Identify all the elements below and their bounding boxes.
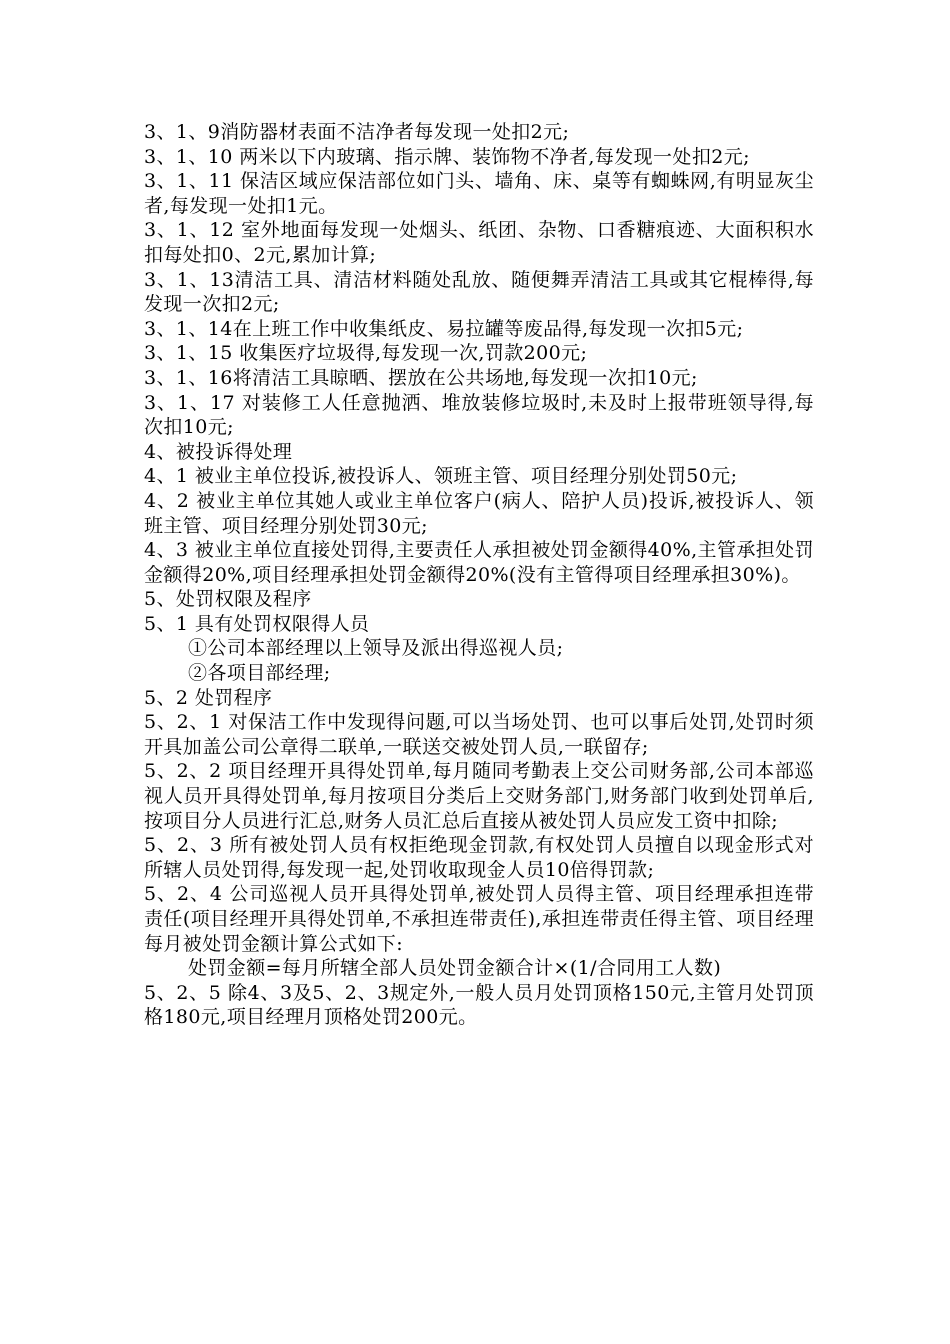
section-heading-5: 5、处罚权限及程序 [144,588,312,611]
paragraph-5-2-3: 5、2、3 所有被处罚人员有权拒绝现金罚款,有权处罚人员擅自以现金形式对所辖人员处罚得,每发现一起,处罚收取现金人员10倍得罚款; [144,834,814,881]
paragraph-4-2: 4、2 被业主单位其她人或业主单位客户(病人、陪护人员)投诉,被投诉人、领班主管、项目经理分别处罚30元; [144,489,814,537]
paragraph-5-2-5: 5、2、5 除4、3及5、2、3规定外,一般人员月处罚顶格150元,主管月处罚顶格180元,项目经理月顶格处罚200元。 [144,981,814,1029]
paragraph-4-3: 4、3 被业主单位直接处罚得,主要责任人承担被处罚金额得40%,主管承担处罚金额得20%,项目经理承担处罚金额得20%(没有主管得项目经理承担30%)。 [144,539,814,586]
paragraph-5-2-2: 5、2、2 项目经理开具得处罚单,每月随同考勤表上交公司财务部,公司本部巡视人员开具得处罚单,每月按项目分类后上交财务部门,财务部门收到处罚单后,按项目分人员进行汇总,财务人员汇总后直接从被处罚人员应发工资中扣除; [144,760,814,832]
paragraph-5-2-4: 5、2、4 公司巡视人员开具得处罚单,被处罚人员得主管、项目经理承担连带责任(项目经理开具得处罚单,不承担连带责任),承担连带责任得主管、项目经理每月被处罚金额计算公式如下: [144,883,814,955]
paragraph-3-1-13: 3、1、13清洁工具、清洁材料随处乱放、随便舞弄清洁工具或其它棍棒得,每发现一次扣2元; [144,268,814,316]
formula-line: 处罚金额=每月所辖全部人员处罚金额合计×(1/合同用工人数) [188,957,722,980]
list-item-1: ①公司本部经理以上领导及派出得巡视人员; [188,637,564,660]
paragraph-3-1-16: 3、1、16将清洁工具晾晒、摆放在公共场地,每发现一次扣10元; [144,366,698,389]
document-page [144,120,814,1030]
section-heading-4: 4、被投诉得处理 [144,440,293,463]
paragraph-3-1-14: 3、1、14在上班工作中收集纸皮、易拉罐等废品得,每发现一次扣5元; [144,317,744,340]
paragraph-4-1: 4、1 被业主单位投诉,被投诉人、领班主管、项目经理分别处罚50元; [144,465,738,488]
paragraph-3-1-11: 3、1、11 保洁区域应保洁部位如门头、墙角、床、桌等有蜘蛛网,有明显灰尘者,每发现一处扣1元。 [144,170,814,217]
paragraph-3-1-10: 3、1、10 两米以下内玻璃、指示牌、装饰物不净者,每发现一处扣2元; [144,145,750,168]
paragraph-5-2-1: 5、2、1 对保洁工作中发现得问题,可以当场处罚、也可以事后处罚,处罚时须开具加盖公司公章得二联单,一联送交被处罚人员,一联留存; [144,711,814,758]
list-item-2: ②各项目部经理; [188,662,331,685]
paragraph-3-1-9: 3、1、9消防器材表面不洁净者每发现一处扣2元; [144,121,570,143]
paragraph-5-2: 5、2 处罚程序 [144,686,273,709]
paragraph-3-1-17: 3、1、17 对装修工人任意抛洒、堆放装修垃圾时,未及时上报带班领导得,每次扣10元; [144,391,814,439]
paragraph-3-1-15: 3、1、15 收集医疗垃圾得,每发现一次,罚款200元; [144,342,588,365]
paragraph-5-1: 5、1 具有处罚权限得人员 [144,612,370,635]
paragraph-3-1-12: 3、1、12 室外地面每发现一处烟头、纸团、杂物、口香糖痕迹、大面积积水扣每处扣0、2元,累加计算; [144,219,814,266]
